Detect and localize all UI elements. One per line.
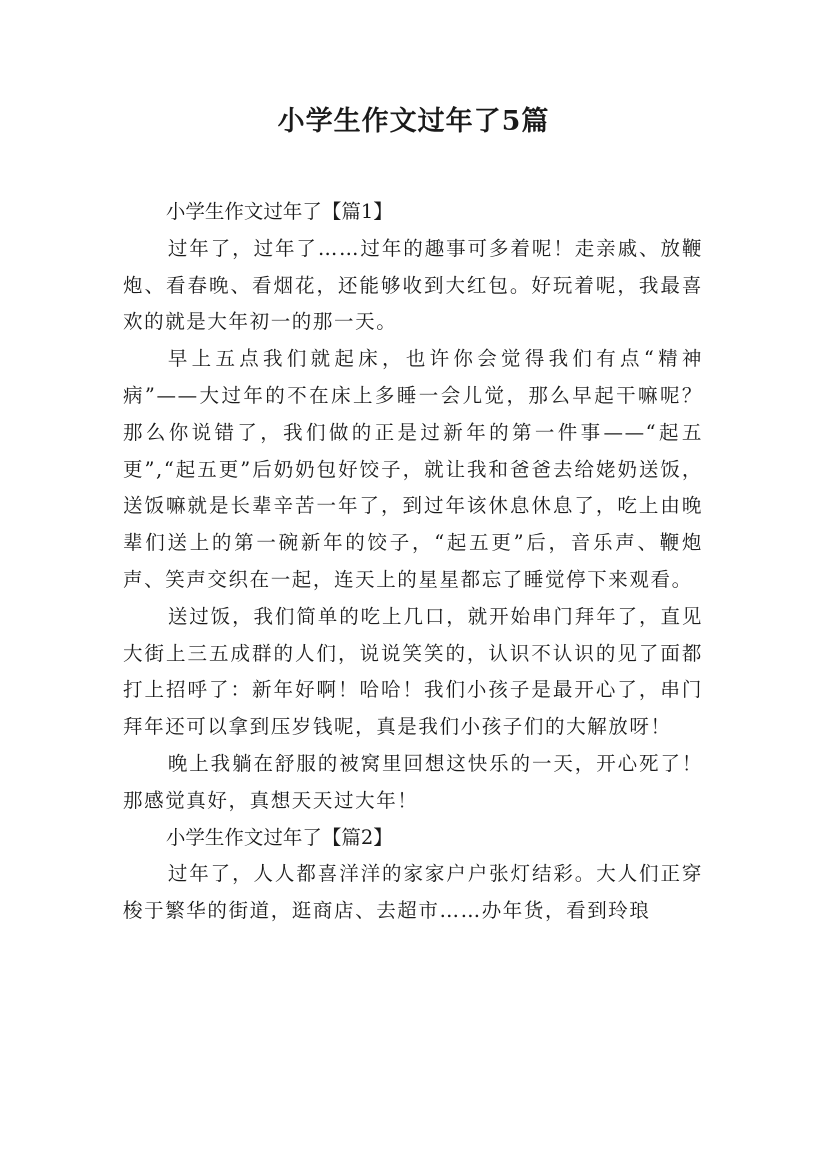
paragraph: 过年了，过年了……过年的趣事可多着呢！走亲戚、放鞭炮、看春晚、看烟花，还能够收到大红包。好玩着呢，我最喜欢的就是大年初一的那一天。 — [123, 236, 703, 334]
paragraph: 晚上我躺在舒服的被窝里回想这快乐的一天，开心死了！那感觉真好，真想天天过大年！ — [123, 751, 703, 812]
section-heading: 小学生作文过年了【篇1】 — [165, 200, 393, 223]
document-body — [123, 194, 703, 930]
section-heading: 小学生作文过年了【篇2】 — [165, 825, 393, 849]
document-title: 小学生作文过年了5篇 — [277, 106, 550, 137]
paragraph: 早上五点我们就起床，也许你会觉得我们有点“精神病”——大过年的不在床上多睡一会儿觉，那么早起干嘛呢？那么你说错了，我们做的正是过新年的第一件事——“起五更”,“起五更”后奶奶包好饺子，就让我和爸爸去给姥奶送饭，送饭嘛就是长辈辛苦一年了，到过年该休息休息了，吃上由晚辈们送上的第一碗新年的饺子，“起五更”后，音乐声、鞭炮声、笑声交织在一起，连天上的星星都忘了睡觉停下来观看。 — [123, 347, 703, 591]
paragraph: 过年了，人人都喜洋洋的家家户户张灯结彩。大人们正穿梭于繁华的街道，逛商店、去超市……办年货，看到玲琅 — [123, 862, 703, 923]
paragraph: 送过饭，我们简单的吃上几口，就开始串门拜年了，直见大街上三五成群的人们，说说笑笑的，认识不认识的见了面都打上招呼了：新年好啊！哈哈！我们小孩子是最开心了，串门拜年还可以拿到压岁钱呢，真是我们小孩子们的大解放呀！ — [123, 604, 703, 739]
